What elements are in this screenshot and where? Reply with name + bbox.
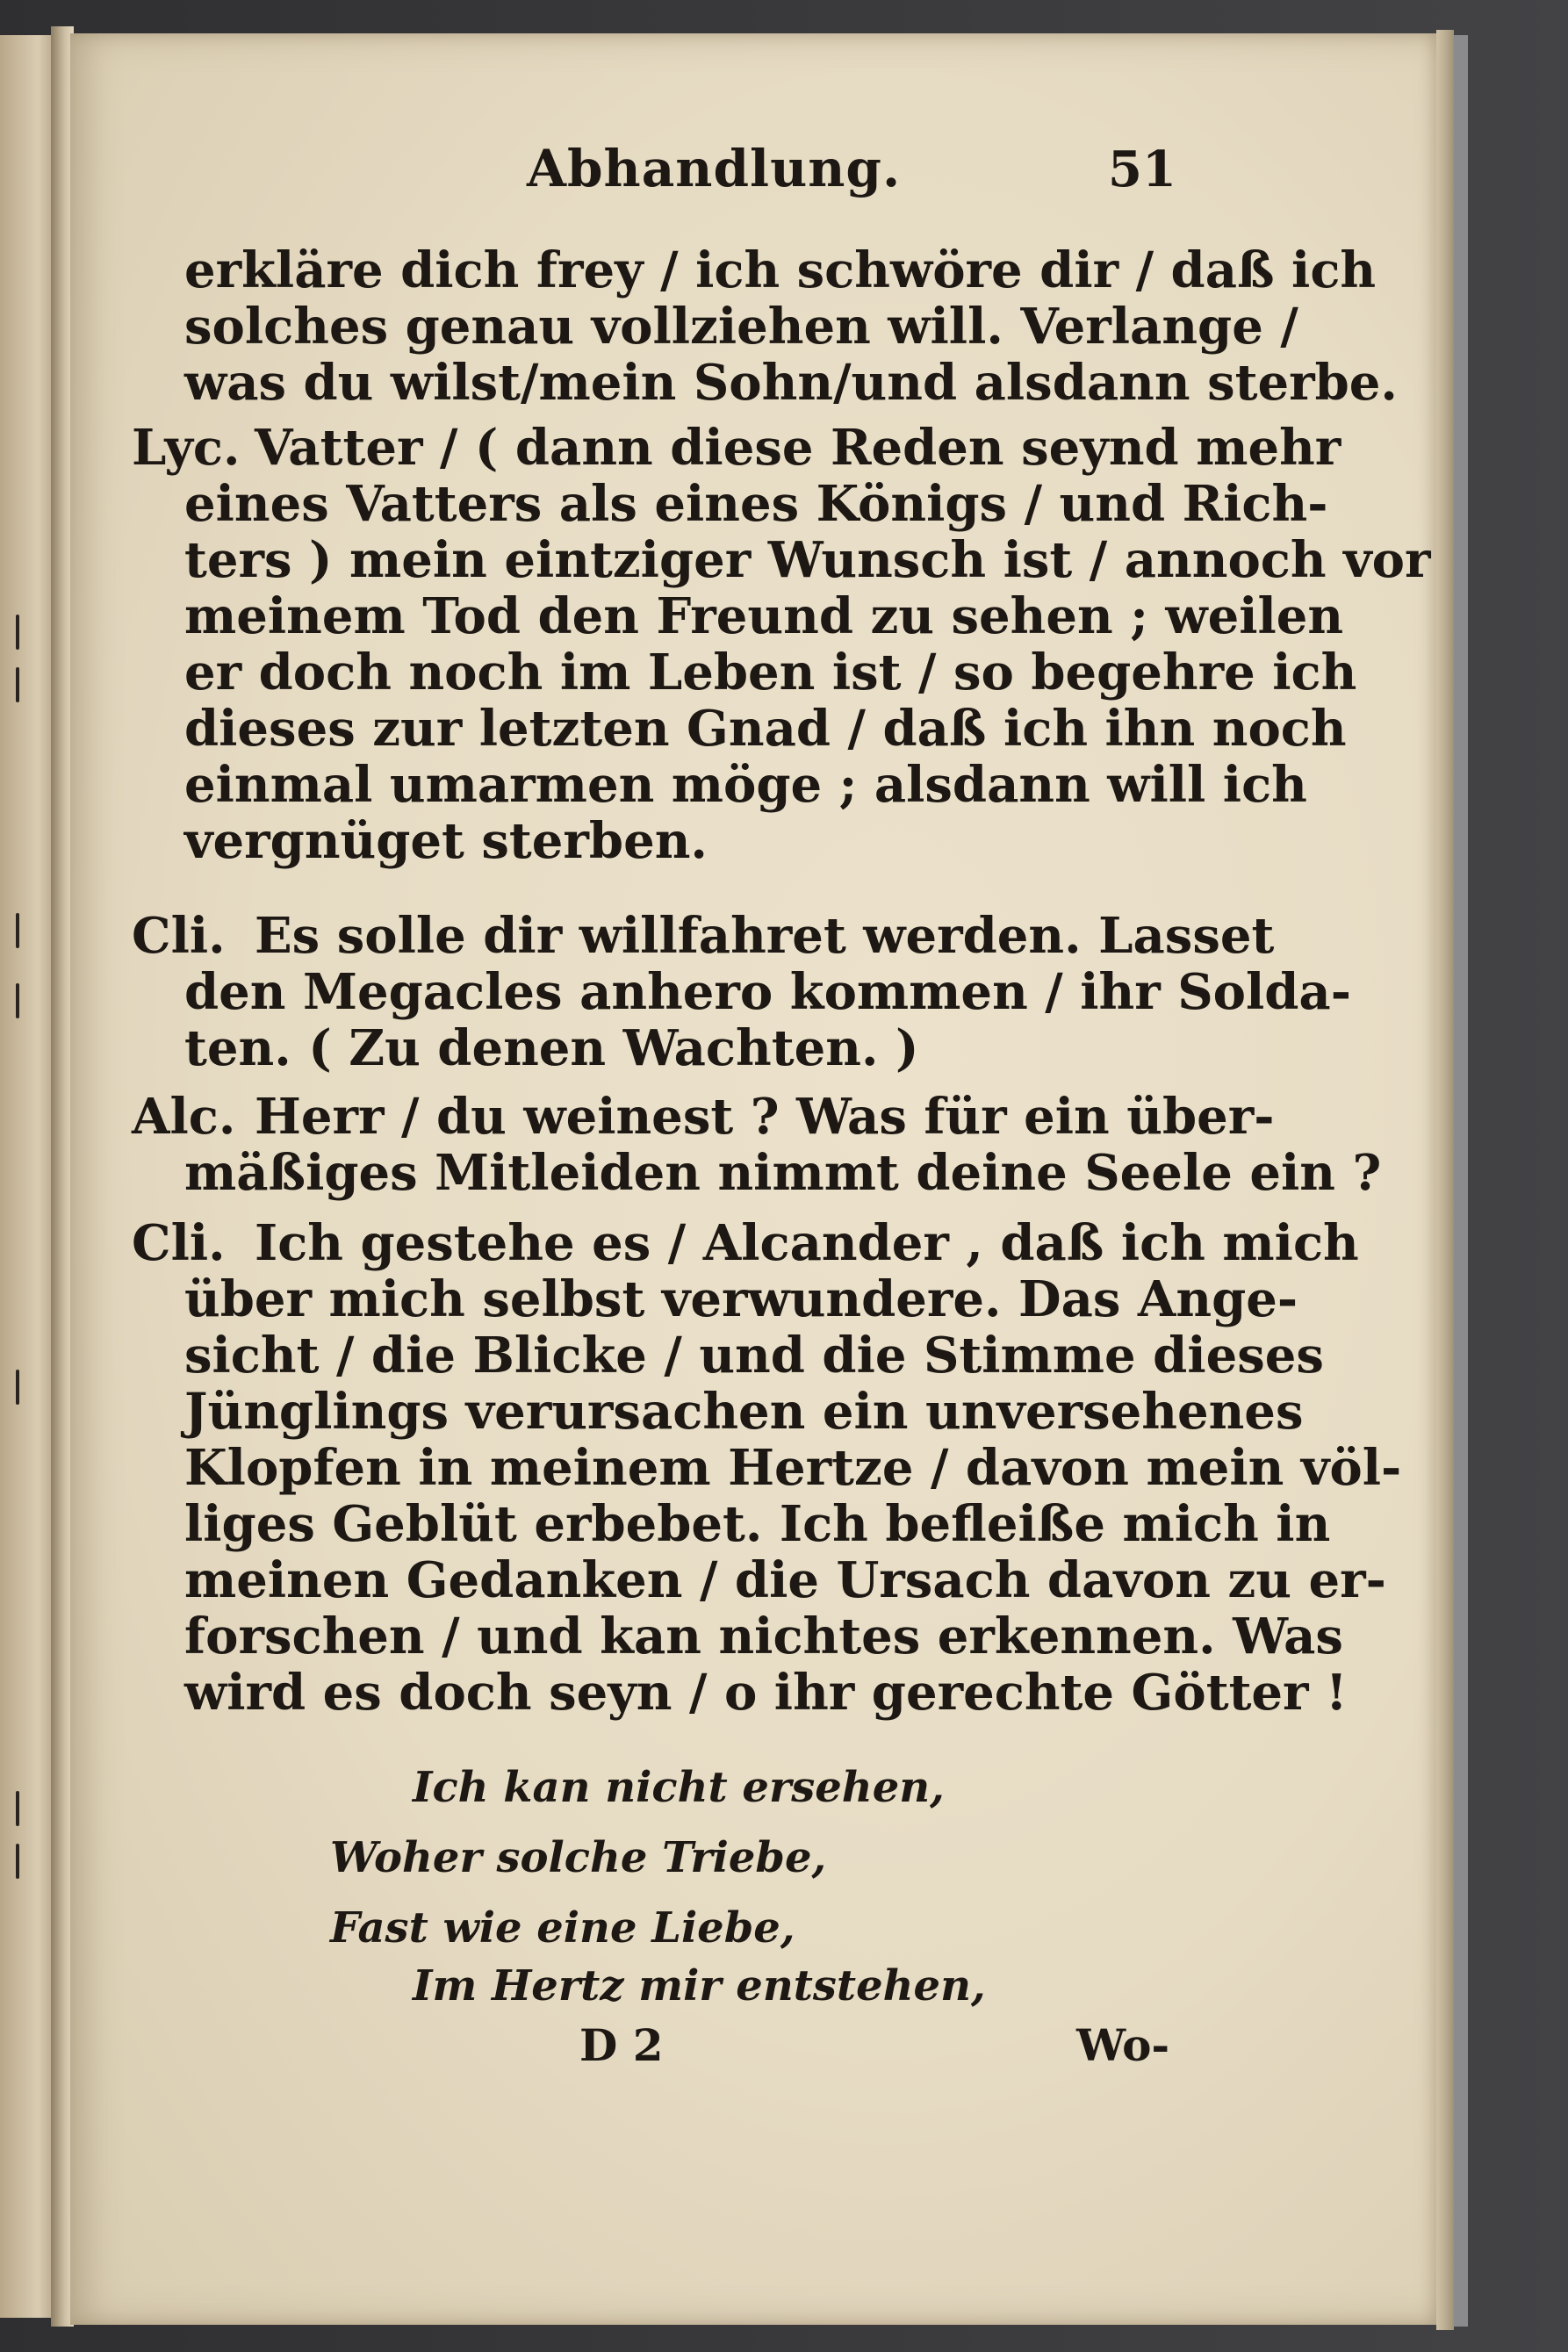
speech-line: vergnüget sterben. [184, 812, 708, 870]
speech-line: meinen Gedanken / die Ursach davon zu er- [184, 1551, 1386, 1609]
speech-line: ten. ( Zu denen Wachten. ) [184, 1019, 919, 1077]
page-fore-edge [1436, 30, 1454, 2330]
speech-line: Klopfen in meinem Hertze / davon mein völ- [184, 1439, 1402, 1497]
speaker-label: Cli. [132, 907, 226, 965]
text-line: was du wilst/mein Sohn/und alsdann sterbe. [184, 354, 1398, 412]
speech-line: Vatter / ( dann diese Reden seynd mehr [255, 419, 1341, 477]
text-line: erkläre dich frey / ich schwöre dir / daß ich [184, 241, 1377, 299]
verse-line: Ich kan nicht ersehen, [413, 1763, 945, 1812]
speech-line: dieses zur letzten Gnad / daß ich ihn noch [184, 700, 1347, 758]
speech-line: den Megacles anhero kommen / ihr Solda- [184, 963, 1351, 1021]
verse-line: Fast wie eine Liebe, [330, 1903, 795, 1953]
speech-line: einmal umarmen möge ; alsdann will ich [184, 756, 1307, 814]
speech-line: sicht / die Blicke / und die Stimme dieses [184, 1327, 1324, 1385]
speaker-label: Lyc. [132, 419, 241, 477]
page-number: 51 [1108, 140, 1176, 198]
speech-line: er doch noch im Leben ist / so begehre ich [184, 644, 1357, 701]
scan-border [1454, 35, 1468, 2327]
speech-line: eines Vatters als eines Königs / und Rich- [184, 475, 1328, 533]
speaker-label: Cli. [132, 1214, 226, 1272]
speech-line: meinem Tod den Freund zu sehen ; weilen [184, 587, 1344, 645]
speech-line: ters ) mein eintziger Wunsch ist / annoch vor [184, 531, 1431, 589]
verse-line: Woher solche Triebe, [330, 1833, 827, 1882]
speech-line: Es solle dir willfahret werden. Lasset [255, 907, 1275, 965]
speaker-label: Alc. [132, 1088, 236, 1146]
speech-line: Herr / du weinest ? Was für ein über- [255, 1088, 1275, 1146]
speech-line: über mich selbst verwundere. Das Ange- [184, 1270, 1298, 1328]
speech-line: wird es doch seyn / o ihr gerechte Götter ! [184, 1664, 1348, 1722]
speech-line: Jünglings verursachen ein unversehenes [184, 1383, 1304, 1441]
speech-line: liges Geblüt erbebet. Ich befleiße mich in [184, 1495, 1331, 1553]
text-line: solches genau vollziehen will. Verlange / [184, 298, 1298, 356]
verse-line: Im Hertz mir entstehen, [413, 1961, 986, 2010]
speech-line: forschen / und kan nichtes erkennen. Was [184, 1608, 1343, 1665]
facing-page-text-fragments [16, 615, 28, 2019]
signature-mark: D 2 [579, 2019, 664, 2071]
speech-line: mäßiges Mitleiden nimmt deine Seele ein ? [184, 1144, 1382, 1202]
running-head: Abhandlung. [527, 139, 902, 198]
speech-line: Ich gestehe es / Alcander , daß ich mich [255, 1214, 1359, 1272]
catchword: Wo- [1076, 2019, 1170, 2071]
